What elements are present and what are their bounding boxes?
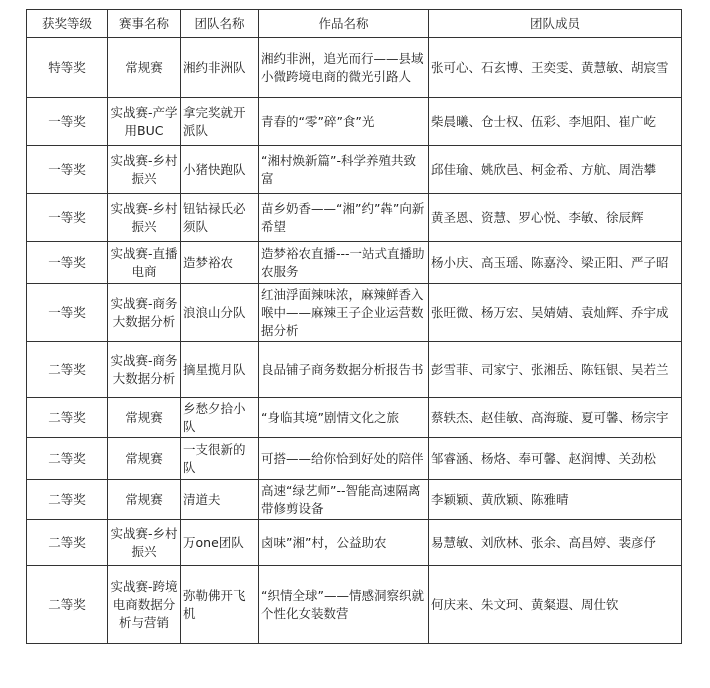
work-name-cell: 苗乡奶香——“湘”约”犇”向新希望 [259,194,429,242]
team-members-cell: 蔡轶杰、赵佳敏、高海璇、夏可馨、杨宗宇 [429,398,682,438]
header-team-name: 团队名称 [181,10,259,38]
event-name-cell: 常规赛 [108,398,181,438]
award-level-cell: 二等奖 [27,398,108,438]
event-name-cell: 常规赛 [108,480,181,520]
table-row [27,38,682,98]
table-row [27,342,682,398]
team-name-cell: 浪浪山分队 [181,284,259,342]
award-level-cell: 二等奖 [27,342,108,398]
work-name-cell: 高速“绿艺师”--智能高速隔离带修剪设备 [259,480,429,520]
award-level-cell: 一等奖 [27,194,108,242]
table-row [27,284,682,342]
table-row [27,98,682,146]
event-name-cell: 实战赛-直播电商 [108,242,181,284]
work-name-cell: “湘村焕新篇”-科学养殖共致富 [259,146,429,194]
event-name-cell: 常规赛 [108,438,181,480]
team-name-cell: 乡愁夕拾小队 [181,398,259,438]
award-level-cell: 二等奖 [27,520,108,566]
table-row [27,438,682,480]
work-name-cell: 造梦裕农直播---一站式直播助农服务 [259,242,429,284]
team-name-cell: 造梦裕农 [181,242,259,284]
team-name-cell: 钮钴禄氏必须队 [181,194,259,242]
team-name-cell: 清道夫 [181,480,259,520]
event-name-cell: 实战赛-乡村振兴 [108,520,181,566]
table-row [27,146,682,194]
table-row [27,242,682,284]
team-members-cell: 彭雪菲、司家宁、张湘岳、陈钰银、吴若兰 [429,342,682,398]
work-name-cell: “织情全球”——情感洞察织就个性化女装数营 [259,566,429,644]
team-members-cell: 黄圣恩、资慧、罗心悦、李敏、徐辰辉 [429,194,682,242]
table-row [27,566,682,644]
team-members-cell: 何庆来、朱文珂、黄粲遐、周仕钦 [429,566,682,644]
work-name-cell: 湘约非洲，追光而行——县域小微跨境电商的微光引路人 [259,38,429,98]
award-level-cell: 特等奖 [27,38,108,98]
event-name-cell: 常规赛 [108,38,181,98]
award-level-cell: 二等奖 [27,480,108,520]
work-name-cell: 良品铺子商务数据分析报告书 [259,342,429,398]
team-members-cell: 柴晨曦、仓士权、伍彩、李旭阳、崔广屹 [429,98,682,146]
table-row [27,194,682,242]
header-work-name: 作品名称 [259,10,429,38]
team-name-cell: 摘星揽月队 [181,342,259,398]
work-name-cell: 红油浮面辣味浓，麻辣鲜香入喉中——麻辣王子企业运营数据分析 [259,284,429,342]
work-name-cell: 青春的“零”碎”食”光 [259,98,429,146]
event-name-cell: 实战赛-乡村振兴 [108,194,181,242]
table-row [27,398,682,438]
award-level-cell: 一等奖 [27,284,108,342]
awards-table [26,9,682,644]
team-members-cell: 张可心、石玄博、王奕雯、黄慧敏、胡宸雪 [429,38,682,98]
team-members-cell: 杨小庆、高玉瑶、陈嘉泠、梁正阳、严子昭 [429,242,682,284]
team-members-cell: 李颖颖、黄欣颖、陈雅晴 [429,480,682,520]
team-name-cell: 拿完奖就开派队 [181,98,259,146]
header-row [27,10,682,38]
team-members-cell: 易慧敏、刘欣林、张余、高昌婷、裴彦伃 [429,520,682,566]
event-name-cell: 实战赛-跨境电商数据分析与营销 [108,566,181,644]
event-name-cell: 实战赛-商务大数据分析 [108,284,181,342]
team-name-cell: 小猪快跑队 [181,146,259,194]
team-members-cell: 邱佳瑜、姚欣邑、柯金希、方航、周浩攀 [429,146,682,194]
event-name-cell: 实战赛-商务大数据分析 [108,342,181,398]
work-name-cell: 卤味”湘”村，公益助农 [259,520,429,566]
event-name-cell: 实战赛-乡村振兴 [108,146,181,194]
event-name-cell: 实战赛-产学用BUC [108,98,181,146]
team-name-cell: 万one团队 [181,520,259,566]
team-members-cell: 邹睿涵、杨烙、奉可馨、赵润博、关劲松 [429,438,682,480]
table-row [27,520,682,566]
table-row [27,480,682,520]
header-award-level: 获奖等级 [27,10,108,38]
award-level-cell: 二等奖 [27,566,108,644]
award-level-cell: 一等奖 [27,146,108,194]
team-members-cell: 张旺微、杨万宏、吴婧婧、袁灿辉、乔宇成 [429,284,682,342]
team-name-cell: 弥勒佛开飞机 [181,566,259,644]
work-name-cell: “身临其境”剧情文化之旅 [259,398,429,438]
team-name-cell: 一支很新的队 [181,438,259,480]
team-name-cell: 湘约非洲队 [181,38,259,98]
award-level-cell: 二等奖 [27,438,108,480]
header-team-members: 团队成员 [429,10,682,38]
award-level-cell: 一等奖 [27,242,108,284]
work-name-cell: 可搭——给你恰到好处的陪伴 [259,438,429,480]
header-event-name: 赛事名称 [108,10,181,38]
award-level-cell: 一等奖 [27,98,108,146]
